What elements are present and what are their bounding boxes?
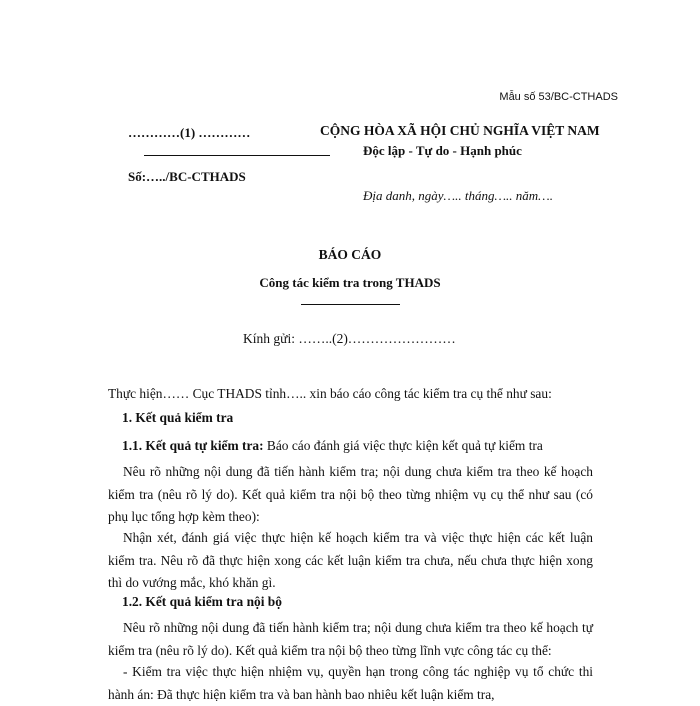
report-subtitle: Công tác kiểm tra trong THADS	[259, 275, 441, 290]
national-motto: Độc lập - Tự do - Hạnh phúc	[363, 143, 522, 158]
section-1-2-heading: 1.2. Kết quả kiểm tra nội bộ	[122, 594, 282, 609]
agency-name-placeholder: …………(1) …………	[128, 125, 251, 140]
agency-underline	[144, 155, 330, 156]
paragraph-2: Nhận xét, đánh giá việc thực hiện kế hoạch kiểm tra và việc thực hiện các kết luận kiểm tra. Nêu rõ đã thực hiện xong các kết luận kiểm tra chưa, nếu chưa thực hiện xong thì do vướng mắc, khó khăn gì.	[108, 530, 593, 590]
section-1-heading: 1. Kết quả kiểm tra	[122, 410, 234, 425]
section-1-1-text: Báo cáo đánh giá việc thực kiện kết quả tự kiểm tra	[263, 438, 543, 453]
recipient-line: Kính gửi: ……..(2)……………………	[243, 331, 456, 346]
subtitle-underline	[301, 304, 400, 305]
paragraph-3: Nêu rõ những nội dung đã tiến hành kiểm tra; nội dung chưa kiểm tra theo kế hoạch tự kiểm tra (nêu rõ lý do). Kết quả kiểm tra nội bộ theo từng lĩnh vực công tác cụ thể:	[108, 620, 593, 658]
section-1-1-heading: 1.1. Kết quả tự kiểm tra:	[122, 438, 264, 453]
place-date: Địa danh, ngày….. tháng….. năm….	[363, 188, 553, 203]
paragraph-4: - Kiểm tra việc thực hiện nhiệm vụ, quyền hạn trong công tác nghiệp vụ tổ chức thi hành án: Đã thực hiện kiểm tra và ban hành bao nhiêu kết luận kiểm tra,	[108, 664, 593, 702]
form-number: Mẫu số 53/BC-CTHADS	[499, 91, 618, 103]
national-title: CỘNG HÒA XÃ HỘI CHỦ NGHĨA VIỆT NAM	[320, 123, 600, 138]
intro-paragraph: Thực hiện…… Cục THADS tỉnh….. xin báo cáo công tác kiểm tra cụ thể như sau:	[108, 386, 552, 401]
document-number: Số:…../BC-CTHADS	[128, 169, 246, 184]
report-title: BÁO CÁO	[318, 247, 382, 262]
paragraph-1: Nêu rõ những nội dung đã tiến hành kiểm tra; nội dung chưa kiểm tra theo kế hoạch kiểm tra (nêu rõ lý do). Kết quả kiểm tra nội bộ theo từng nhiệm vụ cụ thể như sau (có phụ lục tổng hợp kèm theo):	[108, 464, 593, 524]
section-1-1-line	[122, 435, 593, 458]
